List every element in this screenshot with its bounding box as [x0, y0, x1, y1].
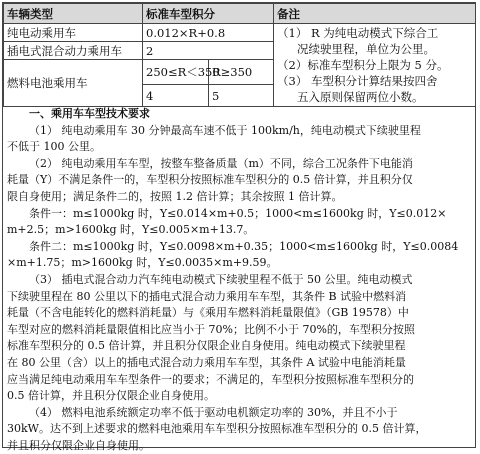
paragraph-line: 车型对应的燃料消耗量限值相比应当小于 70%；比例不小于 70%的，车型积分按照 [7, 322, 415, 336]
remarks-cell [274, 24, 476, 107]
row-fcev-value-b: 5 [209, 85, 274, 107]
paragraph-line: 0.5 倍计算，并且积分仅限企业自身使用。 [7, 389, 215, 403]
section-heading: 一、乘用车车型技术要求 [29, 107, 150, 120]
paragraph-line: （3） 插电式混合动力汽车纯电动模式下续驶里程不低于 50 公里。纯电动模式 [29, 272, 413, 286]
row-fcev-value-a: 4 [143, 85, 209, 107]
remark-line: （1） R 为纯电动模式下综合工 [277, 26, 439, 40]
remark-line: 况续驶里程，单位为公里。 [297, 42, 435, 56]
row-bev-type: 纯电动乘用车 [4, 24, 143, 42]
remark-line: （2）标准车型积分上限为 5 分。 [277, 58, 449, 72]
paragraph-line: 不低于 100 公里。 [7, 140, 101, 154]
paragraph-line: 标准车型积分的 0.5 倍计算，并且积分仅限企业自身使用。纯电动模式下续驶里程 [7, 339, 406, 353]
header-remarks: 备注 [274, 4, 476, 24]
header-vehicle-type: 车辆类型 [4, 4, 143, 24]
paragraph-line: 耗量（Y）不满足条件一的，车型积分按照标准车型积分的 0.5 倍计算，并且积分仅 [7, 173, 413, 187]
remark-line: 五入原则保留两位小数。 [297, 90, 424, 104]
paragraph-line: （2） 纯电动乘用车车型，按整车整备质量（m）不同，综合工况条件下电能消 [29, 156, 413, 170]
requirements-text [7, 106, 473, 454]
paragraph-line: ×m+1.75；m>1600kg 时，Y≤0.0035×m+9.59。 [7, 256, 278, 270]
remark-line: （3） 车型积分计算结果按四舍 [277, 74, 438, 88]
paragraph-line: （4） 燃料电池系统额定功率不低于驱动电机额定功率的 30%，并且不小于 [29, 405, 398, 419]
row-fcev-range-a: 250≤R＜350 [143, 60, 209, 85]
paragraph-line: （1） 纯电动乘用车 30 分钟最高车速不低于 100km/h，纯电动模式下续驶里程 [29, 123, 421, 137]
paragraph-line: 条件二：m≤1000kg 时，Y≤0.0098×m+0.35；1000<m≤1600kg 时，Y≤0.0084 [29, 239, 459, 253]
paragraph-line: 条件一：m≤1000kg 时，Y≤0.014×m+0.5；1000<m≤1600kg 时，Y≤0.012× [29, 206, 447, 220]
header-standard-points: 标准车型积分 [143, 4, 274, 24]
paragraph-line: m+2.5；m>1600kg 时，Y≤0.005×m+13.7。 [7, 223, 255, 237]
paragraph-line: 30kW。达不到上述要求的燃料电池乘用车车型积分按照标准车型积分的 0.5 倍计算， [7, 422, 427, 436]
paragraph-line: 应当满足纯电动乘用车车型条件一的要求；不满足的，车型积分按照标准车型积分的 [7, 372, 414, 386]
row-bev-formula: 0.012×R+0.8 [143, 24, 274, 42]
row-fcev-type: 燃料电池乘用车 [4, 60, 143, 107]
paragraph-line: 下续驶里程在 80 公里以下的插电式混合动力乘用车车型，其条件 B 试验中燃料消 [7, 289, 407, 303]
paragraph-line: 耗量（不含电能转化的燃料消耗量）与《乘用车燃料消耗量限值》（GB 19578）中 [7, 306, 409, 320]
row-phev-points: 2 [143, 42, 274, 60]
paragraph-line: 并且积分仅限企业自身使用。 [7, 438, 150, 452]
paragraph-line: 限自身使用；满足条件二的，按照 1.2 倍计算；其余按照 1 倍计算。 [7, 189, 343, 203]
row-phev-type: 插电式混合动力乘用车 [4, 42, 143, 60]
document-page [2, 2, 476, 452]
vehicle-points-table [3, 3, 476, 107]
row-fcev-range-b: R≥350 [209, 60, 274, 85]
paragraph-line: 在 80 公里（含）以上的插电式混合动力乘用车车型，其条件 A 试验中电能消耗量 [7, 355, 406, 369]
